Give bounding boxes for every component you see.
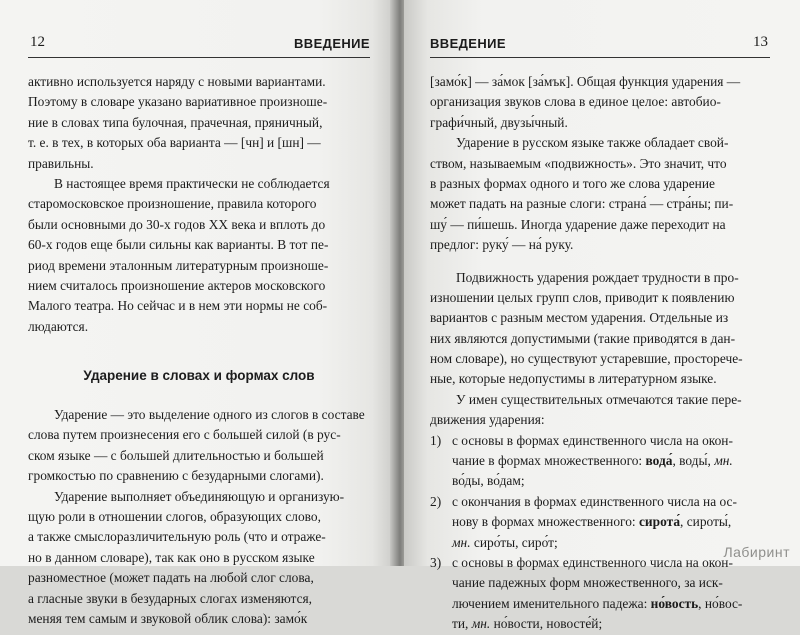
text-line: правильны. <box>28 155 94 171</box>
page-number: 13 <box>753 34 768 50</box>
abbreviation: мн. <box>714 453 733 469</box>
text-fragment: чание в формах множественного: <box>452 453 643 469</box>
text-line: но в данном словаре), так как оно в русском языке <box>28 549 315 565</box>
text-line: ном словаре), но существуют устаревшие, просторече- <box>430 351 743 367</box>
paragraph <box>28 405 370 487</box>
list-item <box>430 553 770 635</box>
text-line: активно используется наряду с новыми вариантами. <box>28 74 326 89</box>
list-item <box>430 492 770 553</box>
text-fragment: сиро́ты, сиро́т; <box>473 534 558 550</box>
text-line: слова путем произнесения его с большей силой (в рус- <box>28 427 341 443</box>
text-line: Ударение — это выделение одного из слогов в составе <box>54 407 365 423</box>
text-line: [замо́к] — за́мок [за́мък]. Общая функция ударения — <box>430 74 741 89</box>
right-page-header <box>430 34 770 54</box>
text-line: графи́чный, двузы́чный. <box>430 114 568 130</box>
paragraph <box>28 72 370 174</box>
text-line: старомосковское произношение, правила которого <box>28 196 317 212</box>
text-line: с основы в формах единственного числа на окон- <box>452 432 733 448</box>
running-head: ВВЕДЕНИЕ <box>430 36 506 51</box>
header-rule <box>28 57 370 58</box>
text-line: людаются. <box>28 318 89 334</box>
text-line: шу́ — пи́шешь. Иногда ударение даже переходит на <box>430 216 726 232</box>
left-page-header <box>28 34 370 54</box>
text-line: в разных формах одного и того же слова ударение <box>430 175 715 191</box>
text-fragment: нову в формах множественного: <box>452 514 636 530</box>
text-line: может падать на разные слоги: страна́ — стра́ны; пи- <box>430 196 734 212</box>
paragraph <box>28 487 370 630</box>
text-line: В настоящее время практически не соблюдается <box>54 175 330 191</box>
text-fragment: , сироты́, <box>680 514 732 530</box>
text-fragment: , воды́, <box>672 453 711 469</box>
text-line: были основными до 30-х годов XX века и вплоть до <box>28 216 326 232</box>
text-line: Ударение в русском языке также обладает свой- <box>456 135 729 151</box>
text-line: а также смыслоразличительную роль (что и отраже- <box>28 529 326 545</box>
right-page-body <box>430 72 770 635</box>
right-page <box>404 0 800 632</box>
text-fragment: но́вости, новосте́й; <box>493 616 603 632</box>
watermark-logo: Лабиринт <box>723 544 790 560</box>
text-line: во́ды, во́дам; <box>452 473 525 489</box>
text-line: ском языке — с большей длительностью и большей <box>28 447 324 463</box>
left-page-body <box>28 72 370 629</box>
text-line: Малого театра. Но сейчас и в нем эти нормы не соб- <box>28 298 328 314</box>
list-number: 2) <box>430 493 442 509</box>
headword: вода́ <box>645 453 673 469</box>
text-line: с окончания в формах единственного числа на ос- <box>452 493 737 509</box>
text-line: движения ударения: <box>430 412 545 428</box>
left-page <box>0 0 396 626</box>
text-line: ством, называемым «подвижность». Это значит, что <box>430 155 727 171</box>
header-rule <box>430 57 770 58</box>
paragraph <box>28 174 370 337</box>
page-number: 12 <box>30 34 45 50</box>
text-line: ные, которые недопустимы в литературном языке. <box>430 371 717 387</box>
headword: сирота́ <box>638 514 681 530</box>
text-line: Поэтому в словаре указано вариативное произноше- <box>28 94 328 110</box>
text-line: У имен существительных отмечаются такие пере- <box>456 391 742 407</box>
text-line: с основы в формах единственного числа на окон- <box>452 554 733 570</box>
paragraph-gap <box>430 256 770 268</box>
list-number: 1) <box>430 432 442 448</box>
text-line: Подвижность ударения рождает трудности в про- <box>456 269 739 285</box>
abbreviation: мн. <box>452 534 471 550</box>
paragraph <box>430 390 770 431</box>
section-heading: Ударение в словах и формах слов <box>83 368 315 384</box>
text-line: щую роли в отношении слогов, образующих слово, <box>28 509 321 525</box>
text-line: них являются допустимыми (такие приводятся в дан- <box>430 330 736 346</box>
text-line: нием считалось произношение актеров московского <box>28 277 326 293</box>
headword: но́вость <box>650 595 699 611</box>
text-line: вариантов с разным местом ударения. Отдельные из <box>430 310 729 326</box>
text-line: меняя тем самым и звуковой облик слова): замо́к <box>28 610 308 626</box>
paragraph <box>430 133 770 255</box>
text-line: т. е. в тех, в которых оба варианта — [чн] и [шн] — <box>28 135 321 151</box>
text-line: предлог: руку́ — на́ руку. <box>430 237 574 253</box>
text-line: ние в словах типа булочная, прачечная, пряничный, <box>28 114 323 130</box>
text-fragment: лючением именительного падежа: <box>452 595 648 611</box>
text-line: разноместное (может падать на любой слог слова, <box>28 570 314 586</box>
list-number: 3) <box>430 554 442 570</box>
text-fragment: , но́вос- <box>698 595 743 611</box>
paragraph <box>430 268 770 390</box>
paragraph <box>430 72 770 133</box>
running-head: ВВЕДЕНИЕ <box>294 36 370 51</box>
text-fragment: ти, <box>452 616 469 632</box>
text-line: организация звуков слова в единое целое: автобио- <box>430 94 721 110</box>
text-line: изношении целых групп слов, приводит к появлению <box>430 289 735 305</box>
text-line: 60-х годов еще были сильны как варианты. В тот пе- <box>28 237 329 253</box>
list-item <box>430 431 770 492</box>
text-line: а гласные звуки в безударных слогах изменяются, <box>28 590 313 606</box>
text-line: риод времени эталонным литературным произноше- <box>28 257 329 273</box>
text-line: Ударение выполняет объединяющую и организую- <box>54 488 345 504</box>
text-line: чание падежных форм множественного, за иск- <box>452 575 723 591</box>
text-line: громкостью по сравнению с безударными слогами). <box>28 468 324 484</box>
abbreviation: мн. <box>471 616 491 632</box>
